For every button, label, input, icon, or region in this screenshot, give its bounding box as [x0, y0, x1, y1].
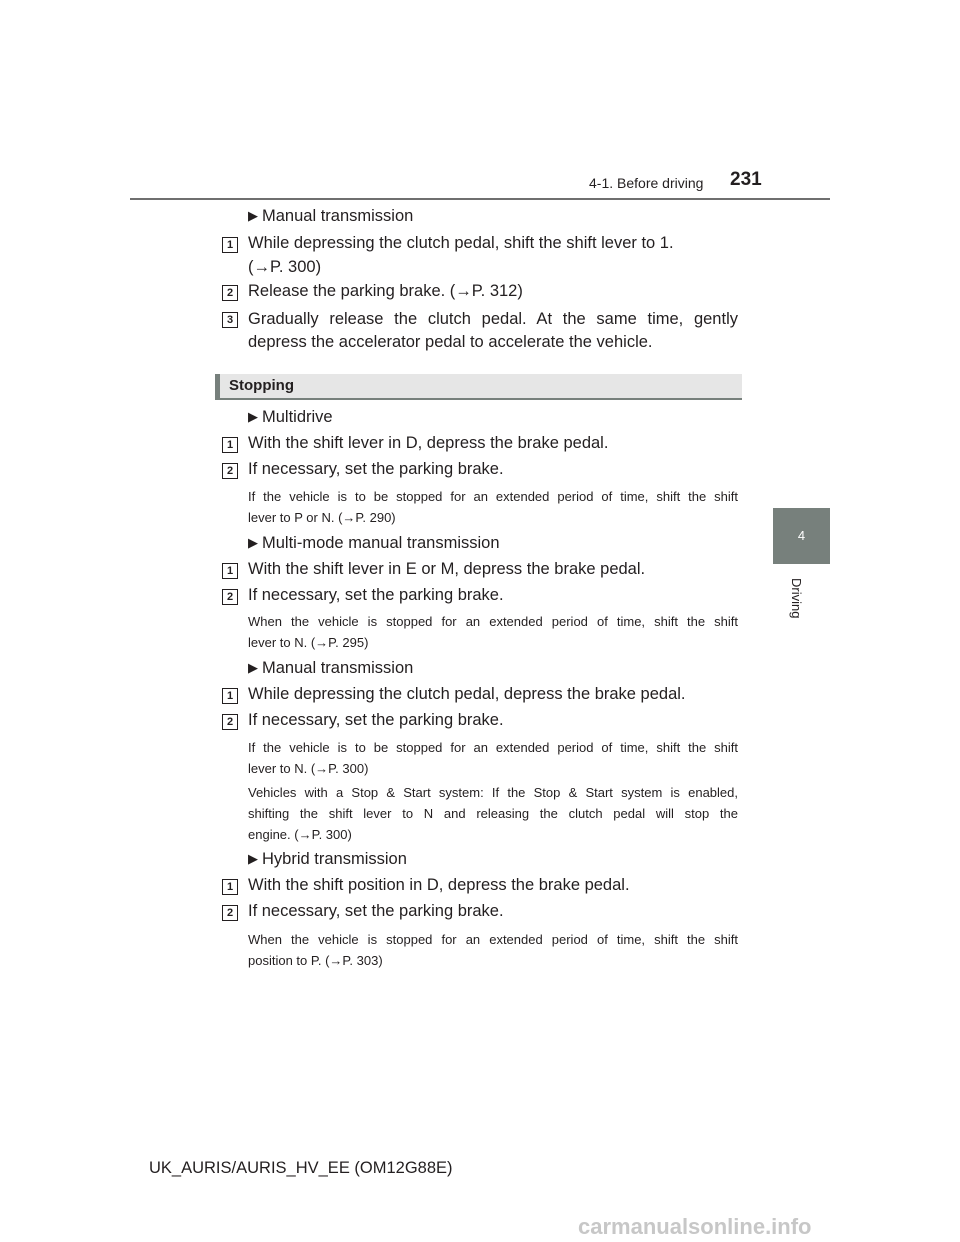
step-number-badge: 1: [222, 237, 238, 253]
arrow-right-icon: ▶: [248, 660, 258, 675]
step-text: Release the parking brake. (→P. 312): [248, 282, 523, 300]
page-number: 231: [730, 169, 762, 190]
multidrive-heading: ▶ Multidrive: [248, 408, 333, 426]
step-text: If necessary, set the parking brake.: [248, 586, 504, 604]
section-heading: Stopping: [229, 377, 294, 394]
arrow-right-icon: ▶: [248, 535, 258, 550]
arrow-right-icon: ▶: [248, 851, 258, 866]
step-text: If necessary, set the parking brake.: [248, 460, 504, 478]
step-text: With the shift position in D, depress the brake pedal.: [248, 876, 630, 894]
note-text: lever to N. (→P. 300): [248, 761, 369, 776]
hybrid-heading: ▶ Hybrid transmission: [248, 850, 407, 868]
section-heading-bar: [215, 374, 742, 400]
note-text: lever to N. (→P. 295): [248, 635, 369, 650]
arrow-right-icon: ▶: [248, 208, 258, 223]
note-text: When the vehicle is stopped for an extended period of time, shift the shift: [248, 614, 738, 629]
step-text: Gradually release the clutch pedal. At the same time, gently: [248, 310, 738, 328]
step-text: While depressing the clutch pedal, shift the shift lever to 1.: [248, 234, 674, 252]
note-text: Vehicles with a Stop & Start system: If the Stop & Start system is enabled,: [248, 785, 738, 800]
note-text: When the vehicle is stopped for an extended period of time, shift the shift: [248, 932, 738, 947]
step-number-badge: 2: [222, 905, 238, 921]
step-text: If necessary, set the parking brake.: [248, 902, 504, 920]
step-number-badge: 1: [222, 688, 238, 704]
arrow-right-icon: ▶: [248, 409, 258, 424]
document-code: UK_AURIS/AURIS_HV_EE (OM12G88E): [149, 1159, 453, 1177]
section-title: 4-1. Before driving: [589, 175, 704, 191]
note-text: position to P. (→P. 303): [248, 953, 383, 968]
chapter-number: 4: [797, 528, 806, 543]
step-number-badge: 3: [222, 312, 238, 328]
note-text: shifting the shift lever to N and releasing the clutch pedal will stop the: [248, 806, 738, 821]
manual-stop-heading: ▶ Manual transmission: [248, 659, 414, 677]
step-text: If necessary, set the parking brake.: [248, 711, 504, 729]
watermark: carmanualsonline.info: [578, 1214, 812, 1239]
section-accent: [215, 374, 220, 398]
step-number-badge: 2: [222, 589, 238, 605]
chapter-tab: [773, 508, 830, 564]
step-number-badge: 2: [222, 714, 238, 730]
note-text: If the vehicle is to be stopped for an extended period of time, shift the shift: [248, 489, 738, 504]
step-number-badge: 1: [222, 879, 238, 895]
step-text: While depressing the clutch pedal, depress the brake pedal.: [248, 685, 686, 703]
chapter-label: Driving: [789, 578, 804, 619]
mmt-heading: ▶ Multi-mode manual transmission: [248, 534, 500, 552]
step-number-badge: 2: [222, 285, 238, 301]
step-number-badge: 1: [222, 563, 238, 579]
header-rule: [130, 198, 830, 200]
step-text: With the shift lever in E or M, depress the brake pedal.: [248, 560, 646, 578]
note-text: If the vehicle is to be stopped for an extended period of time, shift the shift: [248, 740, 738, 755]
note-text: engine. (→P. 300): [248, 827, 352, 842]
manual-start-heading: ▶ Manual transmission: [248, 207, 414, 225]
step-text: With the shift lever in D, depress the brake pedal.: [248, 434, 609, 452]
step-text: depress the accelerator pedal to accelerate the vehicle.: [248, 333, 653, 351]
step-number-badge: 2: [222, 463, 238, 479]
note-text: lever to P or N. (→P. 290): [248, 510, 396, 525]
step-number-badge: 1: [222, 437, 238, 453]
step-text: (→P. 300): [248, 258, 322, 276]
